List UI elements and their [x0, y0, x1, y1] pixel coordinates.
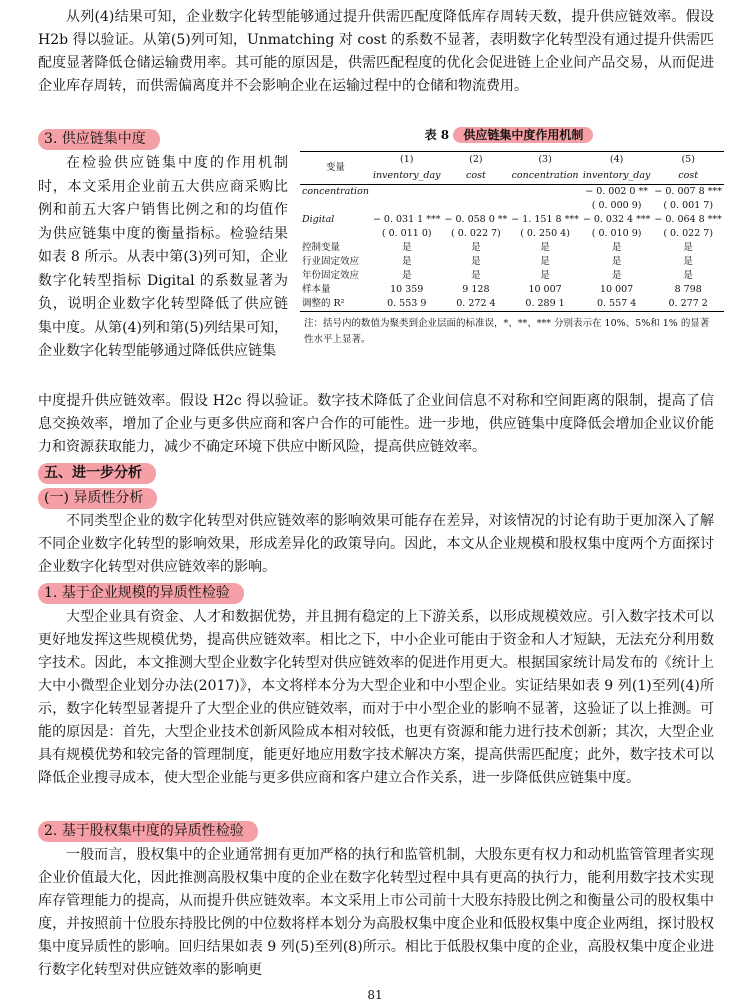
table-row	[300, 199, 724, 213]
table-8-label: 表 8	[424, 128, 450, 142]
table-row-label: 控制变量	[302, 242, 341, 253]
table-header-variable: 变量	[300, 152, 371, 185]
table-cell: 是	[471, 270, 481, 281]
size-heading-row	[38, 582, 714, 605]
table-cell: 0. 289 1	[525, 298, 565, 309]
table-row-label	[300, 227, 371, 241]
table-cell	[443, 185, 510, 200]
table-cell: ( 0. 022 7)	[663, 228, 714, 239]
table-col-num: (5)	[681, 154, 695, 165]
paragraph-equity: 一般而言，股权集中的企业通常拥有更加严格的执行和监管机制，大股东更有权力和动机监管管理者实现企业价值最大化，因此推测高股权集中度的企业在数字化转型过程中具有更高的执行力，能利用数字技术实现库存管理能力的提高，从而提升供应链效率。本文采用上市公司前十大股东持股比例之和衡量公司的股权集中度，并按照前十位股东持股比例的中位数将样本划分为高股权集中度企业和低股权集中度企业两组，探讨股权集中度异质性的影响。回归结果如表 9 列(5)至列(8)所示。相比于低股权集中度的企业，高股权集中度企业进行数字化转型对供应链效率的影响更	[38, 847, 714, 978]
table-col-num: (2)	[469, 154, 483, 165]
table-cell: 是	[401, 256, 412, 267]
table-cell: 是	[471, 256, 481, 267]
table-cell: ( 0. 010 9)	[591, 228, 642, 239]
table-cell: 0. 277 2	[668, 298, 708, 309]
table-cell: − 0. 002 0 **	[585, 186, 648, 197]
table-row-label: Digital	[302, 214, 335, 225]
table-cell: − 1. 151 8 ***	[511, 214, 579, 225]
table-cell: 是	[683, 242, 693, 253]
table-8-title-text: 供应链集中度作用机制	[453, 127, 593, 143]
table-row	[300, 213, 724, 227]
table-cell: 0. 553 9	[387, 298, 427, 309]
table-row	[300, 241, 724, 255]
section-5-heading: 五、进一步分析	[38, 463, 156, 484]
table-col-name: inventory_day	[371, 168, 443, 185]
table-row-label: concentration	[302, 186, 369, 197]
table-row	[300, 283, 724, 297]
table-cell: − 0. 064 8 ***	[654, 214, 722, 225]
table-col-name: inventory_day	[581, 168, 653, 185]
table-col-name: cost	[652, 168, 724, 185]
table-cell	[443, 199, 510, 213]
table-cell: ( 0. 011 0)	[381, 228, 432, 239]
table-8-grid	[300, 151, 724, 312]
table-cell: 是	[683, 270, 693, 281]
table-cell: 是	[683, 256, 693, 267]
table-row-label: 样本量	[302, 284, 331, 295]
table-row	[300, 185, 724, 200]
table-cell: 9 128	[462, 284, 490, 295]
table-cell: 10 359	[390, 284, 424, 295]
table-cell: − 0. 031 1 ***	[372, 214, 441, 225]
table-col-name: cost	[443, 168, 510, 185]
table-cell: ( 0. 022 7)	[451, 228, 501, 239]
paragraph-top: 从列(4)结果可知，企业数字化转型能够通过提升供需匹配度降低库存周转天数，提升供应链效率。假设 H2b 得以验证。从第(5)列可知，Unmatching 对 cost 的系数不显著，表明数字化转型没有通过提升供需匹配度显著降低仓储运输费用率。其可能的原因是，供需匹配程度的优化会促进链上企业间产品交易，从而促进企业库存周转，而供需偏离度并不会影响企业在运输过程中的仓储和物流费用。	[38, 9, 714, 94]
table-col-num: (4)	[609, 154, 624, 165]
table-cell: 是	[540, 270, 550, 281]
table-cell: 10 007	[528, 284, 562, 295]
table-8-title	[300, 126, 718, 143]
table-cell: 是	[611, 270, 622, 281]
table-8	[300, 126, 722, 348]
table-col-num: (3)	[538, 154, 552, 165]
table-col-num: (1)	[399, 154, 414, 165]
paragraph-firm-size: 大型企业具有资金、人才和数据优势，并且拥有稳定的上下游关系，以形成规模效应。引入数字技术可以更好地发挥这些规模优势，提高供应链效率。相比之下，中小企业可能由于资金和人才短缺，无法充分利用数字技术。因此，本文推测大型企业数字化转型对供应链效率的促进作用更大。根据国家统计局发布的《统计上大中小微型企业划分办法(2017)》，本文将样本分为大型企业和中小型企业。实证结果如表 9 列(1)至列(4)所示，数字化转型显著提升了大型企业的供应链效率，而对于中小型企业的影响不显著，这验证了以上推测。可能的原因是：首先，大型企业技术创新风险成本相对较低，也更有资源和能力进行技术创新；其次，大型企业具有规模优势和较完备的管理制度，能更好地应用数字技术解决方案，提高供需匹配度；此外，数字技术可以降低企业搜寻成本，使大型企业能与更多供应商和客户建立合作关系，进一步降低供应链集中度。	[38, 609, 714, 786]
table-cell: 是	[540, 256, 550, 267]
table-8-note: 注：括号内的数值为聚类到企业层面的标准误，*、**、*** 分别表示在 10%、5%和 1% 的显著性水平上显著。	[304, 318, 710, 345]
equity-heading-row	[38, 820, 714, 843]
table-cell	[371, 199, 443, 213]
table-cell: − 0. 032 4 ***	[582, 214, 651, 225]
section-3-heading: 3. 供应链集中度	[38, 129, 160, 150]
table-row-label	[300, 199, 371, 213]
table-cell: 10 007	[599, 284, 634, 295]
table-cell: ( 0. 000 9)	[591, 200, 642, 211]
section-5-heading-row	[38, 462, 714, 485]
table-cell: ( 0. 250 4)	[520, 228, 570, 239]
table-cell	[509, 185, 581, 200]
table-row	[300, 227, 724, 241]
table-row-label: 调整的 R²	[302, 298, 345, 309]
table-cell: 是	[611, 256, 622, 267]
subsection-1-heading: (一) 异质性分析	[38, 488, 157, 509]
table-row-label: 年份固定效应	[302, 270, 360, 281]
table-cell: 0. 272 4	[456, 298, 496, 309]
table-row-label: 行业固定效应	[302, 256, 360, 267]
table-cell: 8 798	[674, 284, 702, 295]
table-cell: ( 0. 001 7)	[663, 200, 714, 211]
subsection-1-heading-row	[38, 487, 714, 510]
paragraph-supply-chain-concentration-cont: 中度提升供应链效率。假设 H2c 得以验证。数字技术降低了企业间信息不对称和空间距离的限制，提高了信息交换效率，增加了企业与更多供应商和客户合作的可能性。进一步地，供应链集中度降低会增加企业议价能力和资源获取能力，减少不确定环境下供应中断风险，提高供应链效率。	[38, 393, 714, 455]
table-cell: 是	[540, 242, 550, 253]
equity-heading: 2. 基于股权集中度的异质性检验	[38, 821, 258, 842]
table-cell	[509, 199, 581, 213]
page-number: 81	[367, 988, 383, 1002]
size-heading: 1. 基于企业规模的异质性检验	[38, 583, 244, 604]
table-cell: 是	[401, 242, 412, 253]
table-col-name: concentration	[509, 168, 581, 185]
table-row	[300, 255, 724, 269]
table-cell: 是	[611, 242, 622, 253]
table-row	[300, 297, 724, 312]
paragraph-supply-chain-concentration: 在检验供应链集中度的作用机制时，本文采用企业前五大供应商采购比例和前五大客户销售比例之和的均值作为供应链集中度的衡量指标。检验结果如表 8 所示。从表中第(3)列可知，企业数字化转型指标 Digital 的系数显著为负，说明企业数字化转型降低了供应链集中度。从第(4)列和第(5)列结果可知，企业数字化转型能够通过降低供应链集	[38, 155, 288, 359]
table-row	[300, 269, 724, 283]
table-cell: 是	[471, 242, 481, 253]
table-cell: − 0. 058 0 **	[444, 214, 508, 225]
table-cell: 是	[401, 270, 412, 281]
table-cell: 0. 557 4	[596, 298, 637, 309]
table-cell: − 0. 007 8 ***	[654, 186, 722, 197]
paragraph-heterogeneity: 不同类型企业的数字化转型对供应链效率的影响效果可能存在差异，对该情况的讨论有助于更加深入了解不同企业数字化转型的影响效果，形成差异化的政策导向。因此，本文从企业规模和股权集中度两个方面探讨企业数字化转型对供应链效率的影响。	[38, 513, 714, 575]
table-cell	[371, 185, 443, 200]
